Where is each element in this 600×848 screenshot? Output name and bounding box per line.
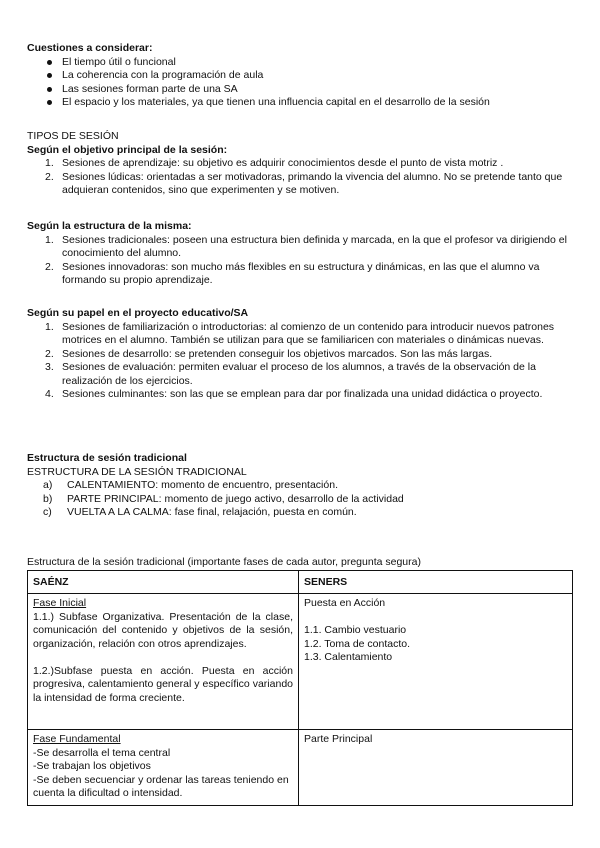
list-item: 2. Sesiones de desarrollo: se pretenden conseguir los objetivos marcados. Son las más largas. [45,347,493,360]
table-row [28,730,573,806]
estructura-section [27,220,572,288]
tabla-caption: Estructura de la sesión tradicional (importante fases de cada autor, pregunta segura) [27,556,421,568]
table-row [28,594,573,730]
tradicional-title: Estructura de sesión tradicional [27,452,187,464]
table-cell [299,730,573,806]
tradicional-subtitle: ESTRUCTURA DE LA SESIÓN TRADICIONAL [27,465,247,478]
puesta-en-accion-title: Puesta en Acción [304,597,386,609]
fundamental-line: -Se desarrolla el tema central [33,746,171,759]
table-header-row [28,570,573,594]
table-cell [28,730,299,806]
tradicional-section [27,452,572,520]
list-item: b) PARTE PRINCIPAL: momento de juego activo, desarrollo de la actividad [43,492,404,505]
fase-fundamental-label: Fase Fundamental [33,733,121,745]
column-header-seners: SENERS [299,570,573,594]
list-item: 2. Sesiones innovadoras: son mucho más flexibles en su estructura y dinámicas, en las que el alumno va formando su propio aprendizaje. [45,260,540,286]
tabla-section [27,556,572,806]
parte-principal-title: Parte Principal [304,733,373,745]
tipos-heading: TIPOS DE SESIÓN [27,130,119,142]
list-item: 3. Sesiones de evaluación: permiten evaluar el proceso de los alumnos, a través de la observación de la realización de los ejercicios. [45,361,536,387]
list-item: Las sesiones forman parte de una SA [27,83,572,97]
session-table [27,570,573,807]
subfase-puesta-en-accion: 1.2.)Subfase puesta en acción. Puesta en acción progresiva, calentamiento general y específico variando la intensidad de forma creciente. [33,664,293,704]
list-item: 1. Sesiones de familiarización o introductorias: al comienzo de un contenido para introducir nuevos patrones motrices en el alumno. También se utilizan para que se familiaricen con materiales o dinámicas nuevas. [45,320,555,346]
tradicional-list [27,479,572,520]
list-item: 4. Sesiones culminantes: son las que se emplean para dar por finalizada una unidad didáctica o proyecto. [45,388,543,400]
papel-list [27,321,572,402]
fundamental-line: -Se trabajan los objetivos [33,760,151,772]
papel-section [27,307,572,402]
list-item: La coherencia con la programación de aula [27,69,572,83]
list-item: a) CALENTAMIENTO: momento de encuentro, presentación. [43,479,338,491]
seners-item: 1.3. Calentamiento [304,651,393,663]
list-item: El tiempo útil o funcional [27,56,572,70]
table-cell [299,594,573,730]
estructura-list [27,234,572,288]
subfase-organizativa: 1.1.) Subfase Organizativa. Presentación de la clase, comunicación del contenido y objetivos de la sesión, organización, relación con otros aprendizajes. [33,610,293,650]
seners-item: 1.2. Toma de contacto. [304,637,411,650]
list-item: El espacio y los materiales, ya que tienen una influencia capital en el desarrollo de la sesión [27,96,572,110]
objetivo-title: Según el objetivo principal de la sesión: [27,143,228,156]
fase-inicial-label: Fase Inicial [33,597,87,609]
column-header-saenz: SAÉNZ [28,570,299,594]
cuestiones-section [27,42,572,110]
list-item: 1. Sesiones de aprendizaje: su objetivo es adquirir conocimientos desde el punto de vista motriz . [45,157,504,169]
list-item: 1. Sesiones tradicionales: poseen una estructura bien definida y marcada, en la que el profesor va dirigiendo el conocimiento del alumno. [45,233,567,259]
objetivo-list [27,157,572,198]
fundamental-line: -Se deben secuenciar y ordenar las tareas teniendo en cuenta la dificultad o intensidad. [33,773,289,799]
papel-title: Según su papel en el proyecto educativo/SA [27,307,249,319]
cuestiones-title: Cuestiones a considerar: [27,42,153,54]
tipos-section [27,130,572,198]
estructura-title: Según la estructura de la misma: [27,220,192,232]
cuestiones-list [27,56,572,110]
list-item: 2. Sesiones lúdicas: orientadas a ser motivadoras, primando la vivencia del alumno. No se pretende tanto que adquieran contenidos, sino que experimenten y se motiven. [45,170,563,196]
table-cell [28,594,299,730]
list-item: c) VUELTA A LA CALMA: fase final, relajación, puesta en común. [43,506,357,518]
seners-item: 1.1. Cambio vestuario [304,624,407,636]
